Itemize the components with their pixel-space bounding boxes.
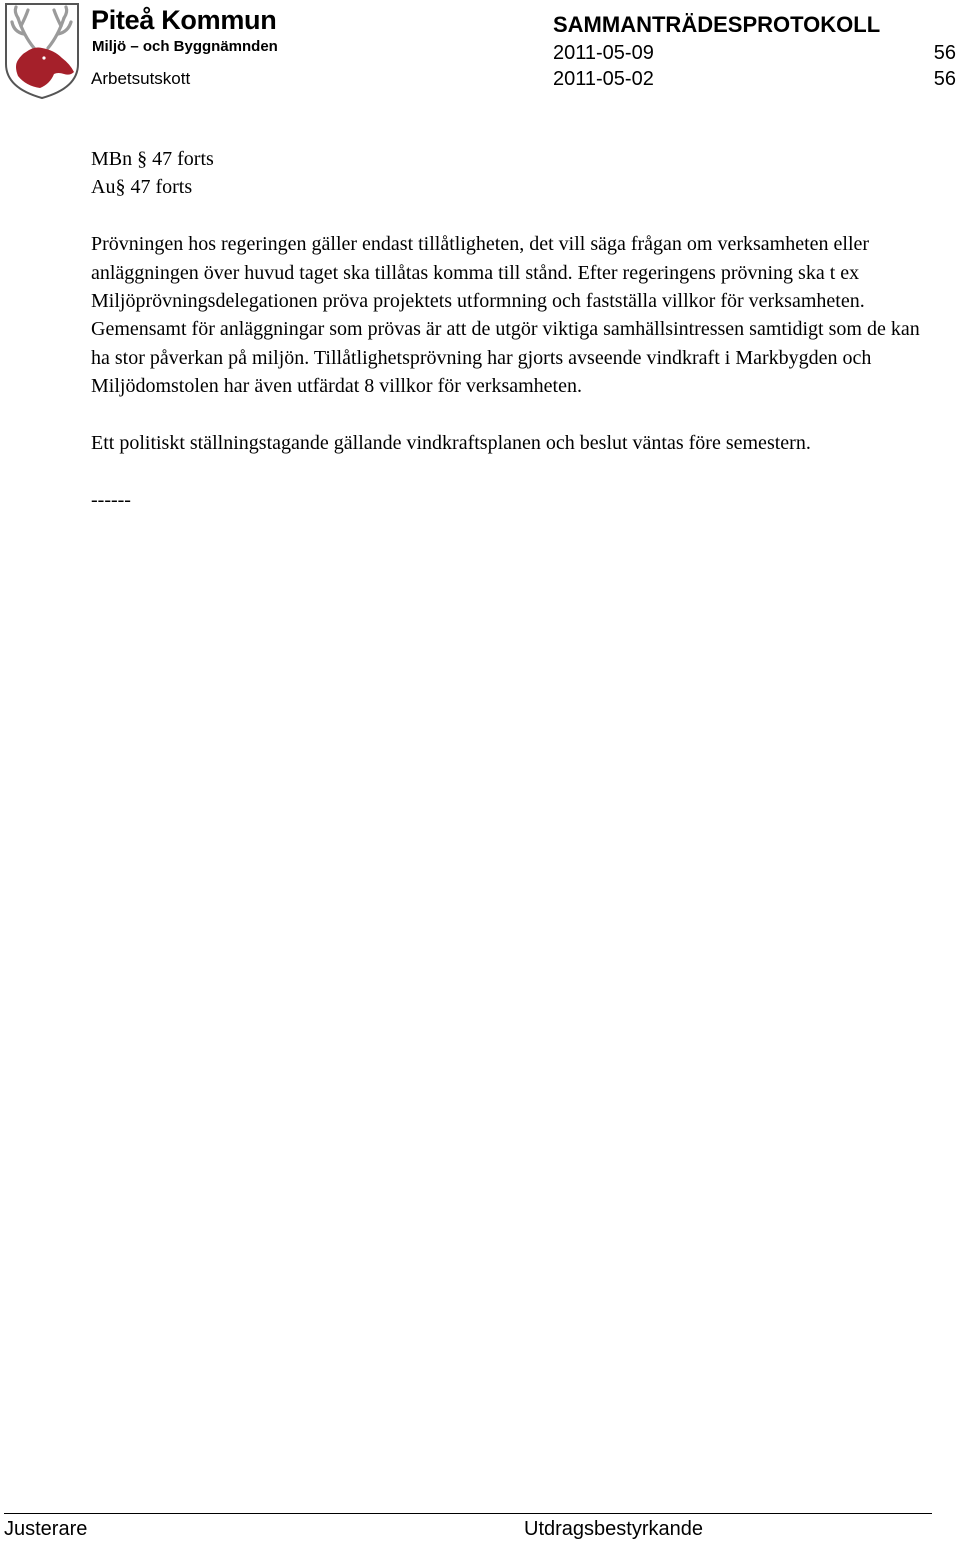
organization-name: Piteå Kommun <box>91 5 277 35</box>
body-paragraph: Prövningen hos regeringen gäller endast tillåtligheten, det vill säga frågan om verksamheten eller anläggningen över huvud taget ska tillåtas komma till stånd. Efter regeringens prövning ska t ex Miljöprövningsdelegationen pröva projektets utformning och fastställa villkor för verksamheten. Gemensamt för anläggningar som prövas är att de utgör viktiga samhällsintressen samtidigt som de kan ha stor påverkan på miljön. Tillåtlighetsprövning har gjorts avseende vindkraft i Markbygden och Miljödomstolen har även utfärdat 8 villkor för verksamheten. <box>91 233 920 398</box>
organization-unit: Arbetsutskott <box>91 69 191 88</box>
body-paragraph: Ett politiskt ställningstagande gällande vindkraftsplanen och beslut väntas före semestern. <box>91 432 811 455</box>
section-reference-mbn: MBn § 47 forts <box>91 148 214 170</box>
spacer <box>91 202 941 230</box>
meeting-date-primary: 2011-05-09 <box>553 42 654 64</box>
protocol-body <box>91 145 941 514</box>
coat-of-arms-logo <box>4 2 80 100</box>
footer-divider <box>4 1513 932 1514</box>
spacer <box>91 401 941 429</box>
page-number-primary: 56 <box>933 42 956 64</box>
reindeer-shield-icon <box>4 2 80 100</box>
meeting-date-secondary: 2011-05-02 <box>553 68 654 90</box>
spacer <box>91 457 941 485</box>
section-separator: ------ <box>91 488 131 511</box>
document-title: SAMMANTRÄDESPROTOKOLL <box>553 12 881 37</box>
section-reference-au: Au§ 47 forts <box>91 176 193 199</box>
footer-utdragsbestyrkande-label: Utdragsbestyrkande <box>524 1518 703 1540</box>
footer-justerare-label: Justerare <box>4 1518 88 1540</box>
organization-subtitle: Miljö – och Byggnämnden <box>92 38 278 55</box>
page-number-secondary: 56 <box>933 68 956 90</box>
